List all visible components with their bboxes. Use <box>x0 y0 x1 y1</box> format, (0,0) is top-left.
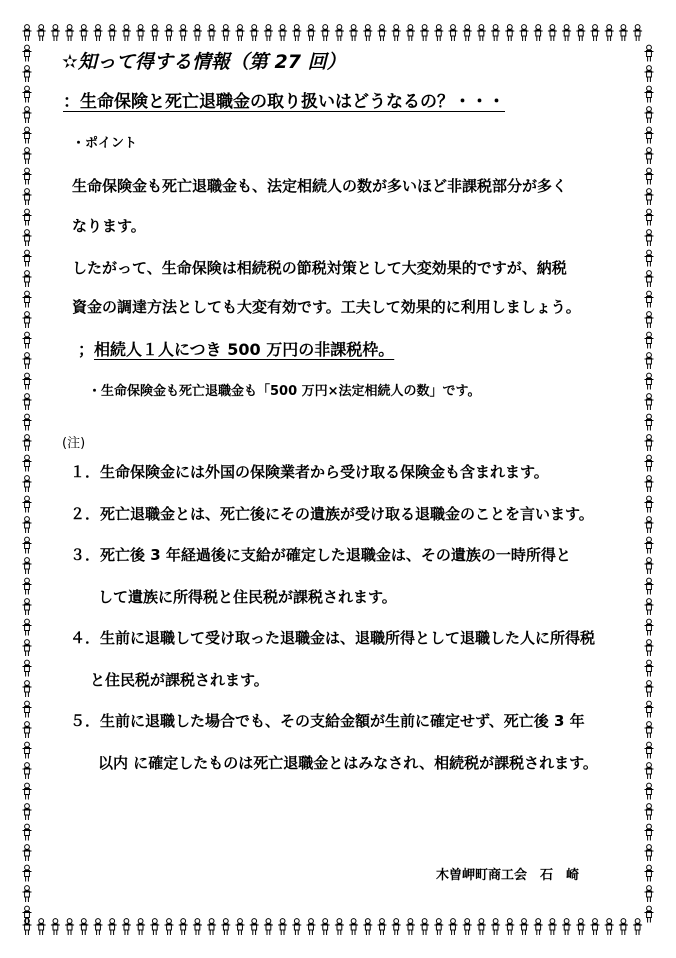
border-figure-icon <box>548 25 557 41</box>
border-figure-icon <box>23 886 32 902</box>
border-figure-icon <box>94 919 103 935</box>
border-figure-icon <box>122 25 131 41</box>
border-figure-icon <box>179 919 188 935</box>
border-figure-icon <box>576 919 585 935</box>
border-figure-icon <box>23 189 32 205</box>
border-figure-icon <box>645 599 654 615</box>
page-title: ✫知って得する情報（第 27 回） <box>62 51 346 73</box>
border-figure-icon <box>645 619 654 635</box>
note-item-continued: と住民税が課税されます。 <box>90 671 269 689</box>
border-figure-icon <box>23 312 32 328</box>
border-figure-icon <box>645 640 654 656</box>
border-figure-icon <box>23 660 32 676</box>
border-figure-icon <box>605 919 614 935</box>
border-figure-icon <box>51 25 60 41</box>
border-figure-icon <box>645 209 654 225</box>
border-figure-icon <box>645 906 654 922</box>
border-figure-icon <box>23 804 32 820</box>
border-figure-icon <box>349 919 358 935</box>
border-figure-icon <box>645 148 654 164</box>
note-item: １．生命保険金には外国の保険業者から受け取る保険金も含まれます。 <box>70 463 549 481</box>
border-figure-icon <box>645 373 654 389</box>
border-figure-icon <box>23 865 32 881</box>
border-figure-icon <box>645 435 654 451</box>
border-figure-icon <box>562 919 571 935</box>
border-figure-icon <box>23 722 32 738</box>
border-figure-icon <box>23 45 32 61</box>
border-figure-icon <box>645 127 654 143</box>
border-figure-icon <box>645 886 654 902</box>
border-figure-icon <box>645 353 654 369</box>
subheading: 相続人１人につき 500 万円の非課税枠。 <box>94 340 395 359</box>
border-figure-icon <box>23 906 32 922</box>
border-figure-icon <box>65 919 74 935</box>
note-item: ２．死亡退職金とは、死亡後にその遺族が受け取る退職金のことを言います。 <box>70 505 594 523</box>
border-figure-icon <box>605 25 614 41</box>
border-figure-icon <box>23 455 32 471</box>
border-figure-icon <box>23 599 32 615</box>
border-figure-icon <box>645 558 654 574</box>
border-figure-icon <box>23 742 32 758</box>
border-figure-icon <box>363 919 372 935</box>
border-figure-icon <box>23 578 32 594</box>
border-figure-icon <box>477 919 486 935</box>
border-figure-icon <box>645 783 654 799</box>
body-line: したがって、生命保険は相続税の節税対策として大変効果的ですが、納税 <box>72 259 567 277</box>
border-figure-icon <box>434 25 443 41</box>
border-figure-icon <box>505 919 514 935</box>
border-figure-icon <box>619 919 628 935</box>
border-figure-icon <box>165 919 174 935</box>
border-figure-icon <box>94 25 103 41</box>
border-figure-icon <box>23 558 32 574</box>
border-figure-icon <box>645 271 654 287</box>
note-item: ３．死亡後 3 年経過後に支給が確定した退職金は、その遺族の一時所得と <box>70 546 571 564</box>
border-figure-icon <box>264 919 273 935</box>
border-figure-icon <box>23 783 32 799</box>
body-line: 生命保険金も死亡退職金も、法定相続人の数が多いほど非課税部分が多く <box>72 177 568 195</box>
border-figure-icon <box>548 919 557 935</box>
border-figure-icon <box>23 435 32 451</box>
border-figure-icon <box>292 919 301 935</box>
border-figure-icon <box>562 25 571 41</box>
border-figure-icon <box>534 919 543 935</box>
border-figure-icon <box>23 86 32 102</box>
border-figure-icon <box>23 332 32 348</box>
border-figure-icon <box>23 763 32 779</box>
border-figure-icon <box>23 496 32 512</box>
border-figure-icon <box>420 919 429 935</box>
border-figure-icon <box>645 107 654 123</box>
border-figure-icon <box>645 742 654 758</box>
border-figure-icon <box>165 25 174 41</box>
notes-label: (注) <box>62 436 86 451</box>
border-figure-icon <box>449 919 458 935</box>
border-figure-icon <box>645 45 654 61</box>
subheading-prefix: ； <box>78 340 95 359</box>
border-figure-icon <box>236 919 245 935</box>
border-figure-icon <box>645 455 654 471</box>
border-figure-icon <box>193 25 202 41</box>
border-figure-icon <box>645 414 654 430</box>
border-figure-icon <box>23 701 32 717</box>
border-figure-icon <box>406 919 415 935</box>
border-figure-icon <box>23 824 32 840</box>
border-figure-icon <box>645 763 654 779</box>
border-figure-icon <box>645 312 654 328</box>
border-figure-icon <box>645 537 654 553</box>
border-figure-icon <box>250 25 259 41</box>
border-figure-icon <box>520 919 529 935</box>
border-figure-icon <box>505 25 514 41</box>
border-figure-icon <box>23 373 32 389</box>
border-figure-icon <box>645 66 654 82</box>
border-figure-icon <box>23 250 32 266</box>
border-figure-icon <box>221 919 230 935</box>
border-figure-icon <box>193 919 202 935</box>
border-figure-icon <box>23 291 32 307</box>
border-figure-icon <box>645 230 654 246</box>
border-figure-icon <box>307 25 316 41</box>
border-figure-icon <box>321 919 330 935</box>
border-figure-icon <box>23 353 32 369</box>
border-figure-icon <box>37 919 46 935</box>
border-figure-icon <box>378 25 387 41</box>
border-figure-icon <box>23 619 32 635</box>
border-figure-icon <box>619 25 628 41</box>
border-figure-icon <box>23 127 32 143</box>
border-figure-icon <box>477 25 486 41</box>
border-figure-icon <box>645 496 654 512</box>
border-figure-icon <box>23 394 32 410</box>
border-figure-icon <box>79 25 88 41</box>
border-figure-icon <box>150 25 159 41</box>
border-figure-icon <box>221 25 230 41</box>
border-figure-icon <box>491 919 500 935</box>
border-figure-icon <box>23 230 32 246</box>
border-figure-icon <box>236 25 245 41</box>
border-figure-icon <box>645 250 654 266</box>
border-figure-icon <box>645 189 654 205</box>
note-item-continued: 以内 に確定したものは死亡退職金とはみなされ、相続税が課税されます。 <box>98 754 598 772</box>
note-item-continued: して遺族に所得税と住民税が課税されます。 <box>98 588 397 606</box>
border-figure-icon <box>591 919 600 935</box>
border-figure-icon <box>645 578 654 594</box>
border-figure-icon <box>645 291 654 307</box>
border-figure-icon <box>534 25 543 41</box>
border-figure-icon <box>645 701 654 717</box>
border-figure-icon <box>591 25 600 41</box>
border-figure-icon <box>645 824 654 840</box>
border-figure-icon <box>645 804 654 820</box>
border-figure-icon <box>449 25 458 41</box>
border-figure-icon <box>79 919 88 935</box>
border-figure-icon <box>633 919 642 935</box>
border-figure-icon <box>645 681 654 697</box>
border-figure-icon <box>108 25 117 41</box>
border-figure-icon <box>23 107 32 123</box>
border-figure-icon <box>307 919 316 935</box>
border-figure-icon <box>645 394 654 410</box>
border-figure-icon <box>434 919 443 935</box>
border-figure-icon <box>392 919 401 935</box>
border-figure-icon <box>378 919 387 935</box>
border-figure-icon <box>122 919 131 935</box>
border-figure-icon <box>23 681 32 697</box>
border-figure-icon <box>645 517 654 533</box>
border-figure-icon <box>108 919 117 935</box>
border-figure-icon <box>23 845 32 861</box>
border-figure-icon <box>335 25 344 41</box>
note-item: ５．生前に退職した場合でも、その支給金額が生前に確定せず、死亡後 3 年 <box>70 712 585 730</box>
border-figure-icon <box>463 25 472 41</box>
section-heading: ：生命保険と死亡退職金の取り扱いはどうなるの？・・・ <box>63 92 505 112</box>
border-figure-icon <box>150 919 159 935</box>
border-figure-icon <box>23 66 32 82</box>
point-label: ・ポイント <box>72 136 138 151</box>
border-figure-icon <box>420 25 429 41</box>
border-figure-icon <box>23 517 32 533</box>
border-figure-icon <box>179 25 188 41</box>
border-figure-icon <box>645 845 654 861</box>
body-line: なります。 <box>72 217 146 235</box>
border-figure-icon <box>406 25 415 41</box>
border-figure-icon <box>207 919 216 935</box>
border-figure-icon <box>645 86 654 102</box>
border-figure-icon <box>633 25 642 41</box>
border-figure-icon <box>645 660 654 676</box>
border-figure-icon <box>321 25 330 41</box>
subheading-note: ・生命保険金も死亡退職金も「500 万円×法定相続人の数」です。 <box>88 384 481 399</box>
border-figure-icon <box>645 722 654 738</box>
border-figure-icon <box>349 25 358 41</box>
border-figure-icon <box>491 25 500 41</box>
border-figure-icon <box>23 640 32 656</box>
border-figure-icon <box>207 25 216 41</box>
border-figure-icon <box>23 271 32 287</box>
border-figure-icon <box>23 148 32 164</box>
border-figure-icon <box>264 25 273 41</box>
border-figure-icon <box>23 476 32 492</box>
border-figure-icon <box>23 537 32 553</box>
border-figure-icon <box>250 919 259 935</box>
body-line: 資金の調達方法としても大変有効です。工夫して効果的に利用しましょう。 <box>72 298 581 316</box>
border-figure-icon <box>335 919 344 935</box>
border-figure-icon <box>51 919 60 935</box>
note-item: ４．生前に退職して受け取った退職金は、退職所得として退職した人に所得税 <box>70 629 596 647</box>
border-figure-icon <box>463 919 472 935</box>
border-figure-icon <box>136 919 145 935</box>
border-figure-icon <box>23 414 32 430</box>
border-figure-icon <box>645 476 654 492</box>
border-figure-icon <box>363 25 372 41</box>
border-figure-icon <box>645 168 654 184</box>
border-figure-icon <box>37 25 46 41</box>
border-figure-icon <box>645 332 654 348</box>
border-figure-icon <box>23 919 32 935</box>
border-figure-icon <box>520 25 529 41</box>
border-figure-icon <box>645 865 654 881</box>
border-figure-icon <box>136 25 145 41</box>
border-figure-icon <box>292 25 301 41</box>
border-figure-icon <box>278 919 287 935</box>
border-figure-icon <box>392 25 401 41</box>
border-figure-icon <box>23 168 32 184</box>
border-figure-icon <box>23 25 32 41</box>
border-figure-icon <box>576 25 585 41</box>
signature: 木曽岬町商工会 石 崎 <box>436 868 580 883</box>
border-figure-icon <box>23 209 32 225</box>
border-figure-icon <box>278 25 287 41</box>
border-figure-icon <box>65 25 74 41</box>
